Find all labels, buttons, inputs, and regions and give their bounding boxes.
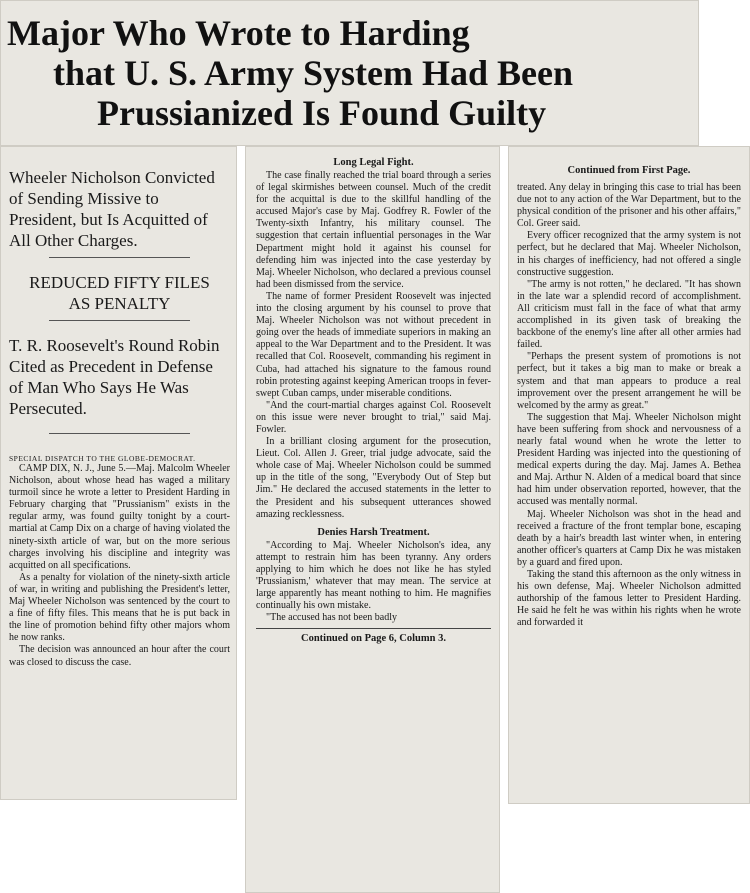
col3-paragraph-6: Maj. Wheeler Nicholson was shot in the head and received a fracture of the front templar bone, escaping death by a hair's breadth last winter when, in entering another officer's quarters at Camp Dix he was mistaken by a guard and fired upon. (517, 508, 741, 568)
col2-paragraph-5: "According to Maj. Wheeler Nicholson's idea, any attempt to restrain him has been tyranny. Any orders applying to him which he does not like he has styled 'Prussianism,' whatever that may mean. The service at large apparently has meant nothing to him. He magnifies continually his own mistake. (256, 539, 491, 612)
divider (49, 433, 190, 434)
col2-paragraph-3: "And the court-martial charges against Col. Roosevelt on this issue were never brought to trial," said Maj. Fowler. (256, 399, 491, 435)
continued-on-note: Continued on Page 6, Column 3. (301, 633, 446, 645)
section-head-denies-harsh-treatment: Denies Harsh Treatment. (317, 526, 430, 538)
col2-paragraph-4: In a brilliant closing argument for the prosecution, Lieut. Col. Allen J. Greer, trial judge advocate, said the whole case of Maj. Wheeler Nicholson could be summed up in the title of the song, "Everybody Out of Step but Jim." He declared the accused statements in the letter to the President and his subsequent utterances showed amazing recklessness. (256, 436, 491, 520)
col2-paragraph-6: "The accused has not been badly (266, 612, 397, 624)
col3-paragraph-7: Taking the stand this afternoon as the only witness in his own defense, Maj. Wheeler Nicholson admitted authorship of the famous letter to President Harding. He said he felt he was within his rights when he wrote and forwarded it (517, 569, 741, 629)
col3-paragraph-1: treated. Any delay in bringing this case to trial has been due not to any action of the War Department, but to the physical condition of the prisoner and his other affairs," Col. Greer said. (517, 182, 741, 230)
headline-clipping (0, 0, 699, 146)
col1-paragraph-1: CAMP DIX, N. J., June 5.—Maj. Malcolm Wheeler Nicholson, about whose head has waged a military turmoil since he wrote a letter to President Harding in February charging that "Prussianism" exists in the regular army, was found guilty tonight by a court-martial at Camp Dix on a charge of having violated the ninety-sixth article of war, but on the more serious charges involving his discipline and integrity was acquitted on all specifications. (9, 463, 230, 571)
column-2-clipping (245, 146, 500, 893)
dateline: SPECIAL DISPATCH TO THE GLOBE-DEMOCRAT. (9, 454, 196, 463)
col3-paragraph-3: "The army is not rotten," he declared. "It has shown in the late war a splendid record of accomplishment. All criticism must fall in the face of what that army accomplished in its given task of breaking the backbone of the enemy's line after all other armies had failed. (517, 278, 741, 351)
col2-paragraph-2: The name of former President Roosevelt was injected into the closing argument by his counsel to prove that Maj. Wheeler Nicholson was not without precedent in going over the heads of immediate superiors in making an appeal to the War Department and to the President. It was recalled that Col. Roosevelt, commanding his regiment in Cuba, had attached his signature to the famous round robin protesting against keeping American troops in fever-swept Cuban camps, under miserable conditions. (256, 290, 491, 399)
deck-1: Wheeler Nicholson Convicted of Sending Missive to President, but Is Acquitted of All Other Charges. (9, 168, 215, 250)
headline-line-2: that U. S. Army System Had Been (53, 53, 573, 93)
section-head-long-legal-fight: Long Legal Fight. (333, 157, 414, 168)
deck-2: REDUCED FIFTY FILES AS PENALTY (29, 273, 210, 313)
col1-paragraph-3: The decision was announced an hour after the court was closed to discuss the case. (9, 644, 230, 668)
headline-line-3: Prussianized Is Found Guilty (97, 93, 547, 133)
column-3-clipping (508, 146, 750, 804)
col3-paragraph-5: The suggestion that Maj. Wheeler Nicholson might have been suffering from shock and nervousness of a nearly fatal wound when he wrote the letter to President Harding was injected into the questioning of medical experts during the day. Maj. James A. Bethea and Maj. Arthur N. Alden of a medical board that since had him under observation reported, however, that the accused was mentally normal. (517, 411, 741, 508)
col1-paragraph-2: As a penalty for violation of the ninety-sixth article of war, in writing and publishing the President's letter, Maj Wheeler Nicholson was sentenced by the court to a fine of fifty files. This means that he is put back in the line of promotion behind fifty other majors whom he now ranks. (9, 571, 230, 644)
divider (49, 257, 190, 258)
headline-line-1: Major Who Wrote to Harding (7, 13, 470, 53)
col3-paragraph-4: "Perhaps the present system of promotions is not perfect, but it takes a big man to make or break a system and that man appears to produce a real improvement over the present arrangement he will be welcomed by the army as great." (517, 351, 741, 411)
continued-from-note: Continued from First Page. (567, 165, 691, 176)
deck-3: T. R. Roosevelt's Round Robin Cited as Precedent in Defense of Man Who Says He Was Persecuted. (9, 336, 220, 418)
divider (49, 320, 190, 321)
col2-paragraph-1: The case finally reached the trial board through a series of legal skirmishes between counsel. Much of the credit for the acquittal is due to the skillful handling of the accused Major's case by Maj. Godfrey R. Fowler of the Twenty-sixth Infantry, his military counsel. The suggestion that certain influential personages in the War Department might hold it against his counsel for defending him was injected into the case yesterday by Maj. Wheeler Nicholson, who declared a previous counsel had been dismissed from the service. (256, 170, 491, 290)
col3-paragraph-2: Every officer recognized that the army system is not perfect, but he declared that Maj. Wheeler Nicholson, in his charges of inefficiency, had not offered a single constructive suggestion. (517, 230, 741, 278)
divider (256, 628, 491, 629)
column-1-clipping (0, 146, 237, 800)
